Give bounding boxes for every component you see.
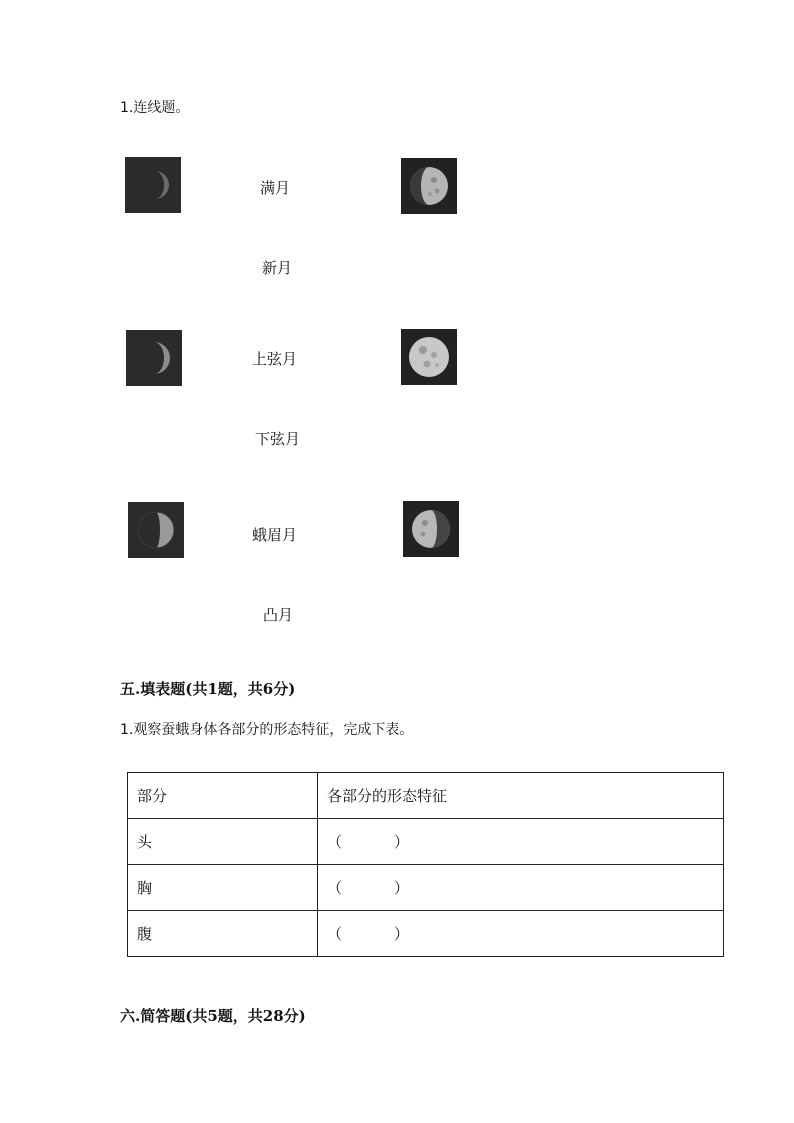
answer-blank-thorax[interactable] [318, 865, 724, 911]
label-gibbous-moon[interactable]: 凸月 [263, 606, 294, 624]
section-5-heading: 五.填表题(共1题，共6分) [120, 680, 296, 698]
row-part-abdomen: 腹 [128, 911, 318, 957]
close-paren: ） [394, 925, 410, 943]
row-part-thorax: 胸 [128, 865, 318, 911]
gibbous-moon-icon[interactable] [401, 158, 457, 214]
section-5-question: 1.观察蚕蛾身体各部分的形态特征，完成下表。 [120, 722, 414, 738]
open-paren: （ [327, 925, 343, 943]
morphology-table [127, 772, 724, 957]
open-paren: （ [327, 879, 343, 897]
label-full-moon[interactable]: 满月 [260, 179, 291, 197]
table-row [128, 819, 724, 865]
label-last-quarter[interactable]: 下弦月 [255, 430, 301, 448]
answer-blank-abdomen[interactable] [318, 911, 724, 957]
label-first-quarter[interactable]: 上弦月 [252, 350, 298, 368]
waning-crescent-moon-icon[interactable] [125, 157, 181, 213]
open-paren: （ [327, 833, 343, 851]
row-part-head: 头 [128, 819, 318, 865]
close-paren: ） [394, 833, 410, 851]
header-features: 各部分的形态特征 [318, 773, 724, 819]
question-1-title: 1.连线题。 [120, 100, 190, 116]
answer-blank-head[interactable] [318, 819, 724, 865]
crescent-moon-icon[interactable] [126, 330, 182, 386]
close-paren: ） [394, 879, 410, 897]
table-header-row [128, 773, 724, 819]
label-crescent-moon[interactable]: 蛾眉月 [252, 526, 298, 544]
half-moon-icon[interactable] [128, 502, 184, 558]
table-row [128, 911, 724, 957]
gibbous-moon-icon[interactable] [403, 501, 459, 557]
section-6-heading: 六.简答题(共5题，共28分) [120, 1007, 306, 1025]
table-row [128, 865, 724, 911]
header-part: 部分 [128, 773, 318, 819]
full-moon-icon[interactable] [401, 329, 457, 385]
label-new-moon[interactable]: 新月 [262, 259, 293, 277]
